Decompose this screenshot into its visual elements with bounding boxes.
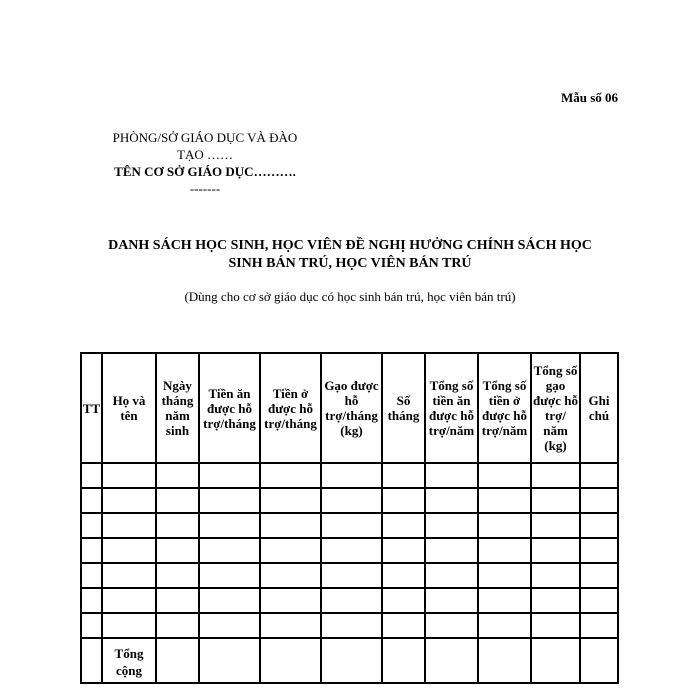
- header-notes: Ghi chú: [580, 353, 618, 463]
- student-list-table: [80, 352, 619, 684]
- header-total-meal-year: Tổng số tiền ăn được hỗ trợ/năm: [425, 353, 478, 463]
- header-full-name: Họ và tên: [102, 353, 156, 463]
- total-row: [81, 638, 618, 683]
- table-row: [81, 488, 618, 513]
- header-months: Số tháng: [382, 353, 425, 463]
- header-tt: TT: [81, 353, 102, 463]
- document-title-line-1: DANH SÁCH HỌC SINH, HỌC VIÊN ĐỀ NGHỊ HƯỞNG CHÍNH SÁCH HỌC: [108, 238, 592, 253]
- agency-header: [90, 129, 320, 197]
- total-label: Tổng cộng: [102, 638, 156, 683]
- table-row: [81, 563, 618, 588]
- document-title-line-2: SINH BÁN TRÚ, HỌC VIÊN BÁN TRÚ: [228, 256, 472, 271]
- institution-name: TÊN CƠ SỞ GIÁO DỤC……….: [114, 164, 296, 179]
- table-row: [81, 513, 618, 538]
- table-header-row: [81, 353, 618, 463]
- document-subtitle: (Dùng cho cơ sở giáo dục có học sinh bán trú, học viên bán trú): [184, 289, 516, 304]
- table-row: [81, 538, 618, 563]
- agency-separator: -------: [189, 181, 221, 196]
- form-number: Mẫu số 06: [560, 90, 618, 105]
- agency-line-1: PHÒNG/SỞ GIÁO DỤC VÀ ĐÀO: [112, 130, 298, 145]
- table-row: [81, 588, 618, 613]
- table-row: [81, 463, 618, 488]
- header-rice-support-month: Gạo được hỗ trợ/tháng (kg): [321, 353, 382, 463]
- header-meal-support-month: Tiền ăn được hỗ trợ/tháng: [199, 353, 260, 463]
- header-birth-date: Ngày tháng năm sinh: [156, 353, 199, 463]
- table-row: [81, 613, 618, 638]
- document-title: [40, 237, 660, 273]
- header-total-rice-year: Tổng số gạo được hỗ trợ/ năm (kg): [531, 353, 580, 463]
- agency-line-2: TẠO ……: [177, 147, 233, 162]
- header-lodging-support-month: Tiền ở được hỗ trợ/tháng: [260, 353, 321, 463]
- header-total-lodging-year: Tổng số tiền ở được hỗ trợ/năm: [478, 353, 531, 463]
